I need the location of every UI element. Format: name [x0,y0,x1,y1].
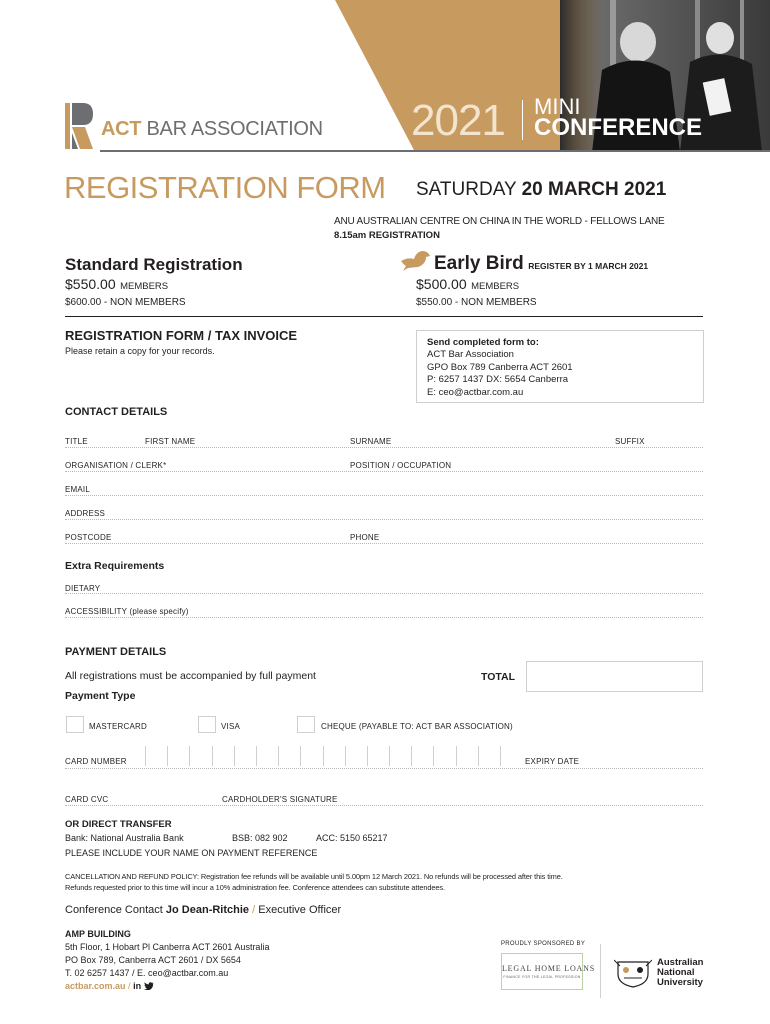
conference-contact-name: Jo Dean-Ritchie [165,904,250,916]
invoice-note: Please retain a copy for your records. [65,346,215,356]
twitter-icon[interactable] [144,982,154,990]
total-input[interactable] [526,661,703,692]
mastercard-checkbox[interactable] [66,716,84,733]
send-to-line: P: 6257 1437 DX: 5654 Canberra [427,374,569,385]
contact-heading: CONTACT DETAILS [65,406,168,418]
total-label: TOTAL [481,671,516,683]
footer-address-line3: T. 02 6257 1437 / E. ceo@actbar.com.au [65,968,229,978]
event-name-line1: MINI [534,94,581,119]
sponsor-anu [657,958,703,988]
extra-row-dietary [65,580,703,594]
payment-type-heading: Payment Type [65,690,136,702]
earlybird-heading: Early Bird [434,253,524,274]
sponsor-divider [600,944,601,998]
card-number-underline [65,756,703,769]
visa-label: VISA [221,722,241,731]
earlybird-heading-row [434,253,648,275]
invoice-heading: REGISTRATION FORM / TAX INVOICE [65,328,298,343]
expiry-label[interactable]: EXPIRY DATE [525,757,580,766]
visa-checkbox[interactable] [198,716,216,733]
postcode-field[interactable]: POSTCODE [65,533,112,542]
act-bar-logo-icon [65,103,95,151]
org-prefix: ACT [101,118,142,140]
anu-crest-icon [614,956,652,988]
policy-line1: CANCELLATION AND REFUND POLICY: Registration fee refunds will be available until 5.00pm 12 March 2021. No refunds will be processed after this time. [65,872,563,881]
earlybird-members [416,276,519,294]
conference-contact-sep: / [252,904,256,916]
accessibility-field[interactable]: ACCESSIBILITY (please specify) [65,607,189,616]
surname-field[interactable]: SURNAME [350,437,392,446]
send-to-line: GPO Box 789 Canberra ACT 2601 [427,361,573,373]
anu-line3: University [657,977,703,988]
earlybird-nonmembers: $550.00 - NON MEMBERS [416,297,537,308]
anu-line1: Australian [657,957,704,968]
event-divider [522,100,523,140]
transfer-bsb: BSB: 082 902 [232,833,288,843]
cheque-label: CHEQUE (PAYABLE TO: ACT BAR ASSOCIATION) [321,722,513,731]
contact-row-address [65,506,703,520]
mastercard-label: MASTERCARD [89,722,148,731]
transfer-heading: OR DIRECT TRANSFER [65,819,172,830]
bird-icon [400,249,432,271]
standard-members-price: $550.00 [65,276,116,292]
standard-nonmembers: $600.00 - NON MEMBERS [65,297,186,308]
footer-links [65,981,154,991]
standard-members-label: MEMBERS [120,281,169,292]
standard-heading: Standard Registration [65,255,243,274]
event-venue: ANU AUSTRALIAN CENTRE ON CHINA IN THE WORLD - FELLOWS LANE [334,216,665,227]
suffix-field[interactable]: SUFFIX [615,437,645,446]
phone-field[interactable]: PHONE [350,533,380,542]
website-link[interactable]: actbar.com.au [65,981,126,991]
pricing-divider [65,316,703,317]
event-time: 8.15am REGISTRATION [334,230,440,241]
linkedin-icon[interactable]: in [133,981,142,991]
footer-address-line2: PO Box 789, Canberra ACT 2601 / DX 5654 [65,955,241,965]
header-underline [100,150,770,152]
title-field[interactable]: TITLE [65,437,88,446]
header-banner [0,0,770,152]
event-date-prefix: SATURDAY [416,179,517,200]
org-rest: BAR ASSOCIATION [146,118,323,140]
conference-contact-prefix: Conference Contact [65,904,163,916]
send-to-heading: Send completed form to: [427,337,539,348]
page-title: REGISTRATION FORM [64,170,386,205]
cheque-checkbox[interactable] [297,716,315,733]
footer-sep: / [128,981,131,991]
conference-contact [65,904,341,916]
transfer-acc: ACC: 5150 65217 [316,833,388,843]
event-name-line2: CONFERENCE [534,114,703,141]
first-name-field[interactable]: FIRST NAME [145,437,196,446]
event-date [416,179,666,201]
extra-heading: Extra Requirements [65,560,165,572]
conference-contact-role: Executive Officer [258,904,342,916]
transfer-bank: Bank: National Australia Bank [65,833,184,843]
transfer-reference: PLEASE INCLUDE YOUR NAME ON PAYMENT REFERENCE [65,848,318,858]
dietary-field[interactable]: DIETARY [65,584,101,593]
send-to-box [416,330,704,403]
payment-heading: PAYMENT DETAILS [65,646,167,658]
email-field[interactable]: EMAIL [65,485,91,494]
event-year: 2021 [411,96,505,145]
standard-members [65,276,168,294]
card-cvc-row [65,792,703,806]
sponsor-legal-home-loans [501,953,595,990]
sponsored-by-label: PROUDLY SPONSORED BY [501,941,586,947]
payment-note: All registrations must be accompanied by full payment [65,670,316,682]
sponsor1-name: LEGAL HOME LOANS [502,964,595,973]
contact-row-postcode [65,530,703,544]
send-to-line: E: ceo@actbar.com.au [427,386,524,398]
earlybird-note: REGISTER BY 1 MARCH 2021 [528,261,649,271]
event-date-bold: 20 MARCH 2021 [521,179,667,200]
policy-line2: Refunds requested prior to this time will incur a 10% administration fee. Conference attendees can substitute attendees. [65,883,445,892]
card-number-label: CARD NUMBER [65,757,127,766]
organisation-field[interactable]: ORGANISATION / CLERK* [65,461,167,470]
position-field[interactable]: POSITION / OCCUPATION [350,461,452,470]
signature-field[interactable]: CARDHOLDER'S SIGNATURE [222,795,338,804]
sponsor1-sub: FINANCE FOR THE LEGAL PROFESSION [503,975,581,979]
contact-row-email [65,482,703,496]
org-name [101,118,323,141]
address-field[interactable]: ADDRESS [65,509,106,518]
send-to-line: ACT Bar Association [427,349,514,360]
earlybird-members-label: MEMBERS [471,281,520,292]
earlybird-members-price: $500.00 [416,276,467,292]
card-cvc-field[interactable]: CARD CVC [65,795,109,804]
footer-building: AMP BUILDING [65,929,131,939]
anu-line2: National [657,967,695,978]
footer-address-line1: 5th Floor, 1 Hobart Pl Canberra ACT 2601 Australia [65,942,270,952]
